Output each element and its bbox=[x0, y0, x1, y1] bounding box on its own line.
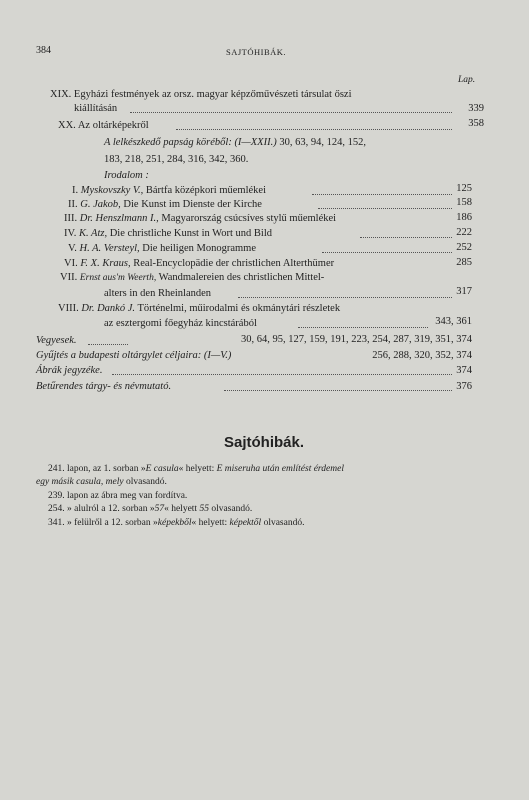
toc-row: Vegyesek. bbox=[36, 335, 77, 346]
errata-line bbox=[48, 517, 304, 529]
errata-ital: 55 bbox=[199, 504, 209, 514]
errata-line bbox=[36, 476, 167, 488]
toc-row bbox=[64, 257, 334, 270]
toc-text: Wandmalereien des christlichen Mittel- bbox=[158, 272, 325, 283]
toc-text: kiállításán bbox=[74, 103, 118, 114]
errata-line bbox=[48, 490, 187, 502]
toc-num: III. bbox=[64, 213, 78, 224]
toc-pages: 374 bbox=[456, 365, 472, 376]
errata-text: 239. lapon az ábra meg van fordítva. bbox=[48, 491, 188, 501]
toc-text: az esztergomi főegyház kincstárából bbox=[104, 318, 257, 329]
errata-text: 341. » felülről a 12. sorban » bbox=[48, 518, 158, 528]
toc-text: Magyarország csúcsíves stylű műemlékei bbox=[161, 213, 337, 224]
toc-row bbox=[58, 302, 340, 315]
errata-text: 241. lapon, az 1. sorban » bbox=[48, 464, 146, 474]
toc-author: Ernst aus'm Weerth, bbox=[79, 273, 157, 283]
toc-text: Die heiligen Monogramme bbox=[142, 243, 257, 254]
errata-line bbox=[48, 463, 344, 475]
toc-pages: 30, 63, 94, 124, 152, bbox=[279, 137, 366, 148]
toc-row bbox=[104, 136, 366, 149]
toc-text: alters in den Rheinlanden bbox=[104, 288, 212, 299]
page-number: 384 bbox=[36, 45, 51, 56]
toc-heading: Irodalom : bbox=[104, 170, 149, 181]
toc-author: H. A. Versteyl, bbox=[79, 243, 140, 254]
toc-pages: 376 bbox=[456, 381, 472, 392]
toc-row bbox=[104, 287, 211, 300]
toc-num: XIX. bbox=[50, 89, 72, 100]
errata-text: « helyett bbox=[164, 504, 200, 514]
toc-author: K. Atz, bbox=[78, 228, 108, 239]
toc-author: F. X. Kraus, bbox=[80, 258, 131, 269]
errata-ital: 57 bbox=[154, 504, 165, 514]
toc-pages: 285 bbox=[456, 257, 472, 268]
toc-row bbox=[104, 317, 257, 330]
toc-row bbox=[68, 242, 256, 255]
errata-line bbox=[48, 503, 252, 515]
toc-pages: 339 bbox=[468, 103, 484, 114]
toc-num: V. bbox=[68, 243, 77, 254]
errata-text: « helyett: bbox=[191, 518, 230, 528]
toc-num: VIII. bbox=[58, 303, 79, 314]
errata-ital: E casula bbox=[145, 464, 179, 474]
toc-pages: 222 bbox=[456, 227, 472, 238]
errata-text: olvasandó. bbox=[261, 518, 305, 528]
toc-text: Az oltárképekről bbox=[77, 120, 149, 131]
errata-text: 254. » alulról a 12. sorban » bbox=[48, 504, 155, 514]
toc-pages: 158 bbox=[456, 197, 472, 208]
toc-author: Myskovszky V., bbox=[80, 185, 144, 196]
toc-row bbox=[50, 88, 351, 101]
toc-row bbox=[60, 271, 324, 285]
toc-text: Real-Encyclopädie der christlichen Alterthümer bbox=[133, 258, 335, 269]
toc-pages: 30, 64, 95, 127, 159, 191, 223, 254, 287, 319, 351, 374 bbox=[241, 334, 472, 345]
toc-row: Ábrák jegyzéke. bbox=[36, 365, 103, 376]
toc-num: II. bbox=[68, 199, 78, 210]
errata-ital: E miseruha után említést érdemel bbox=[216, 464, 344, 474]
toc-text: Die Kunst im Dienste der Kirche bbox=[123, 199, 262, 210]
toc-row bbox=[74, 102, 117, 115]
running-title: SAJTÓHIBÁK. bbox=[226, 47, 287, 57]
errata-title: Sajtóhibák. bbox=[224, 434, 305, 451]
toc-pages: 358 bbox=[468, 118, 484, 129]
toc-row bbox=[64, 227, 272, 240]
errata-text: olvasandó. bbox=[208, 504, 253, 514]
toc-text: Egyházi festmények az orsz. magyar képzőművészeti társulat őszi bbox=[73, 89, 352, 100]
toc-text: A lelkészkedő papság köréből: (I—XXII.) bbox=[104, 137, 277, 148]
errata-text: « helyett: bbox=[178, 464, 217, 474]
toc-pages: 125 bbox=[456, 183, 472, 194]
toc-pages: 317 bbox=[456, 286, 472, 297]
errata-ital: egy másik casula, mely bbox=[36, 477, 124, 487]
toc-text: Die christliche Kunst in Wort und Bild bbox=[109, 228, 272, 239]
toc-row bbox=[72, 184, 266, 197]
toc-row bbox=[64, 212, 336, 225]
toc-num: I. bbox=[72, 185, 79, 196]
toc-num: VI. bbox=[64, 258, 78, 269]
toc-pages: 343, 361 bbox=[435, 316, 472, 327]
toc-pages: 183, 218, 251, 284, 316, 342, 360. bbox=[104, 154, 249, 165]
toc-row: Gyűjtés a budapesti oltárgylet céljaira: (I—V.) bbox=[36, 350, 232, 361]
errata-ital: képekből bbox=[157, 518, 192, 528]
toc-text: Bártfa középkori műemlékei bbox=[145, 185, 266, 196]
toc-row bbox=[58, 119, 149, 132]
toc-pages: 186 bbox=[456, 212, 472, 223]
toc-num: IV. bbox=[64, 228, 77, 239]
toc-text: Történelmi, műirodalmi és okmánytári részletek bbox=[137, 303, 341, 314]
toc-pages: 252 bbox=[456, 242, 472, 253]
toc-author: Dr. Henszlmann I., bbox=[79, 213, 159, 224]
toc-author: G. Jakob, bbox=[80, 199, 121, 210]
toc-pages: 256, 288, 320, 352, 374 bbox=[372, 350, 472, 361]
toc-num: VII. bbox=[60, 272, 78, 283]
toc-row bbox=[104, 153, 248, 166]
toc-row: Betűrendes tárgy- és névmutató. bbox=[36, 381, 172, 392]
toc-num: XX. bbox=[58, 120, 76, 131]
errata-text: olvasandó. bbox=[123, 477, 167, 487]
errata-ital: képektől bbox=[229, 518, 262, 528]
toc-row bbox=[68, 198, 262, 211]
column-label: Lap. bbox=[458, 75, 476, 85]
toc-author: Dr. Dankó J. bbox=[81, 303, 135, 314]
